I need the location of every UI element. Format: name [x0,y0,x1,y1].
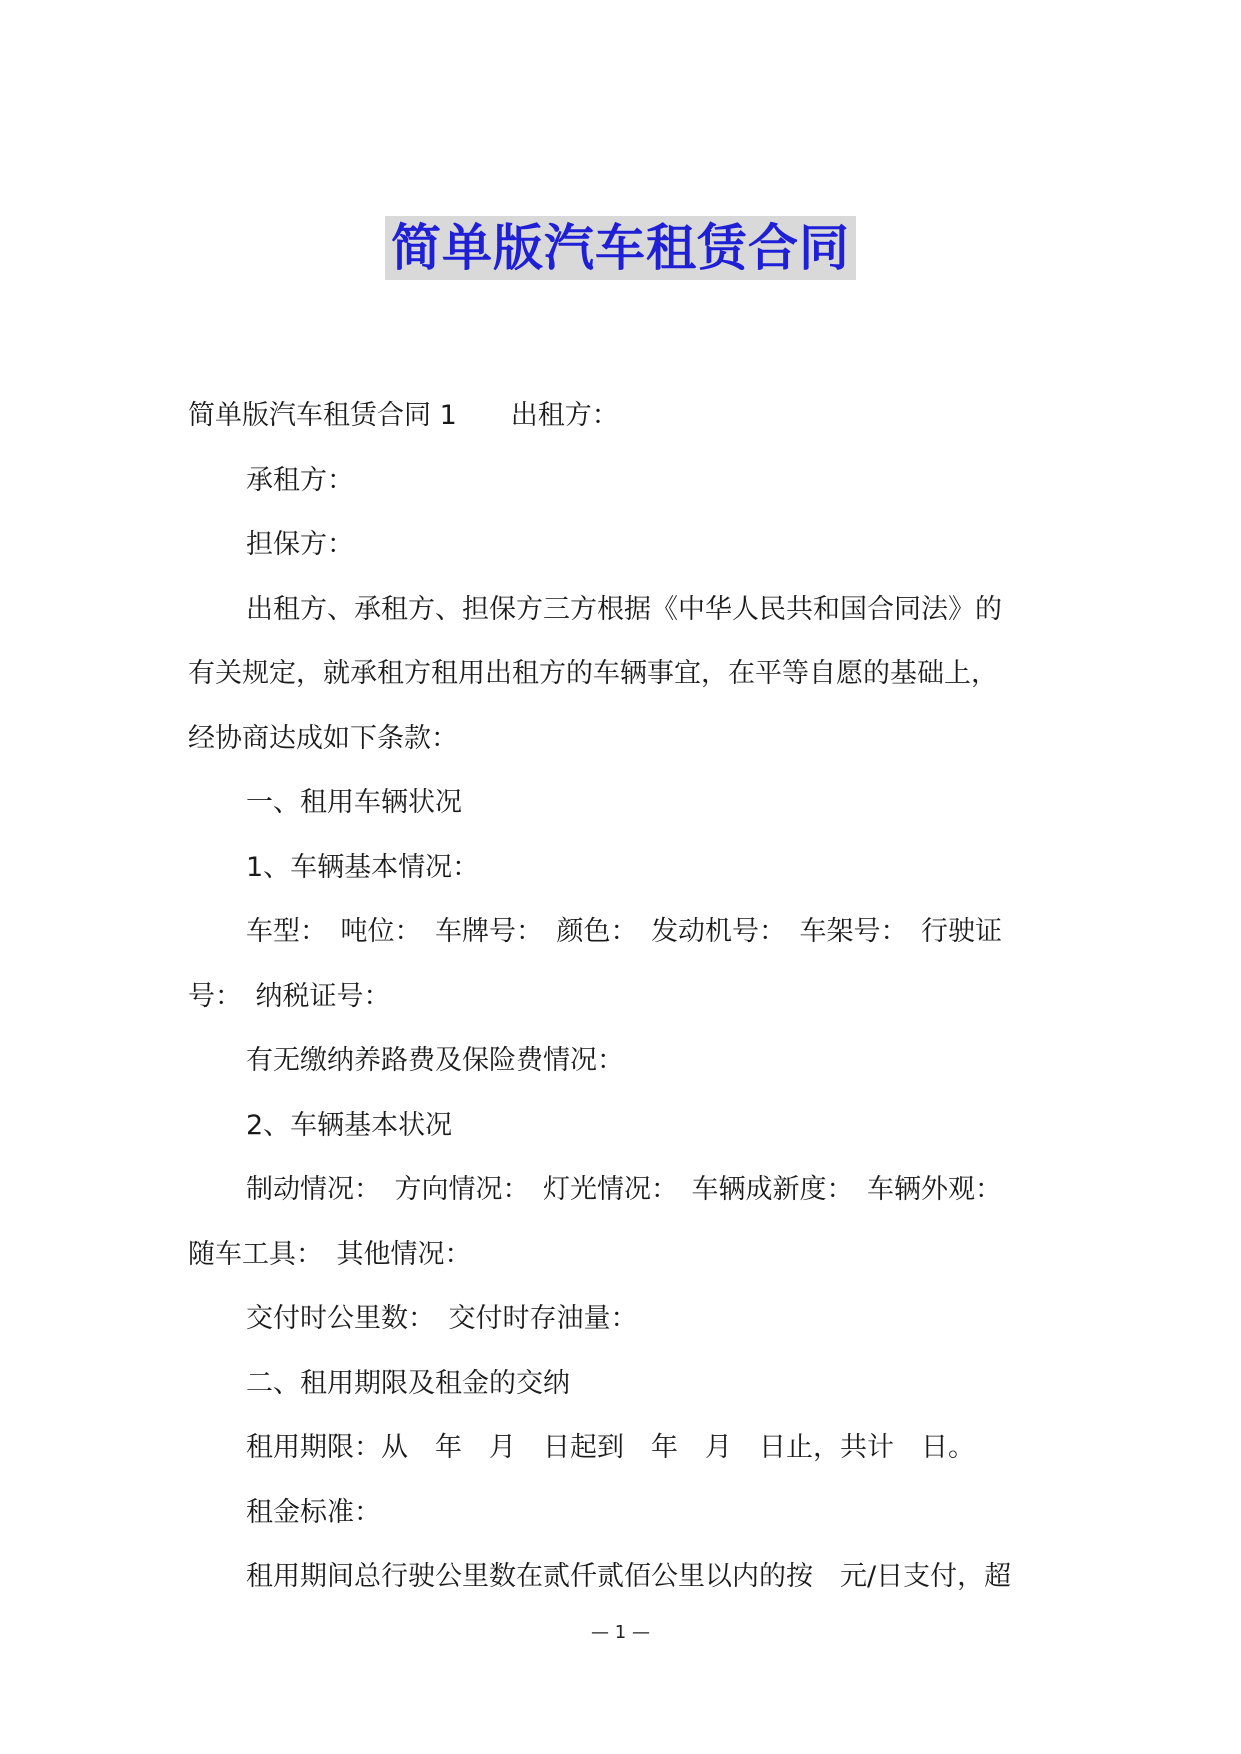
page-number: — 1 — [591,1622,650,1643]
subsection-heading: 1、车辆基本情况： [246,851,480,883]
paragraph-line: 简单版汽车租赁合同 1 出租方： [188,400,619,431]
paragraph-line: 租用期间总行驶公里数在贰仟贰佰公里以内的按 元/日支付，超 [246,1561,1012,1592]
document-body [188,384,1058,1610]
paragraph-line: 有无缴纳养路费及保险费情况： [246,1045,624,1076]
paragraph-line: 出租方、承租方、担保方三方根据《中华人民共和国合同法》的 [246,593,1002,625]
subsection-heading: 2、车辆基本状况 [246,1109,453,1141]
section-heading: 二、租用期限及租金的交纳 [246,1367,570,1399]
paragraph-line: 有关规定，就承租方租用出租方的车辆事宜，在平等自愿的基础上， [188,658,998,689]
paragraph-line: 经协商达成如下条款： [188,722,458,754]
section-heading: 一、租用车辆状况 [246,787,462,818]
paragraph-line: 租金标准： [246,1496,381,1528]
document-title: 简单版汽车租赁合同 [385,216,856,280]
title-container [0,216,1241,280]
paragraph-line: 交付时公里数： 交付时存油量： [246,1303,638,1334]
paragraph-line: 制动情况： 方向情况： 灯光情况： 车辆成新度： 车辆外观： [246,1174,1002,1205]
paragraph-line: 担保方： [246,529,354,560]
paragraph-line: 号： 纳税证号： [188,980,391,1012]
paragraph-line: 租用期限：从 年 月 日起到 年 月 日止，共计 日。 [246,1432,975,1463]
paragraph-line: 随车工具： 其他情况： [188,1238,472,1270]
paragraph-line: 车型： 吨位： 车牌号： 颜色： 发动机号： 车架号： 行驶证 [246,916,1002,947]
paragraph-line: 承租方： [246,464,354,496]
